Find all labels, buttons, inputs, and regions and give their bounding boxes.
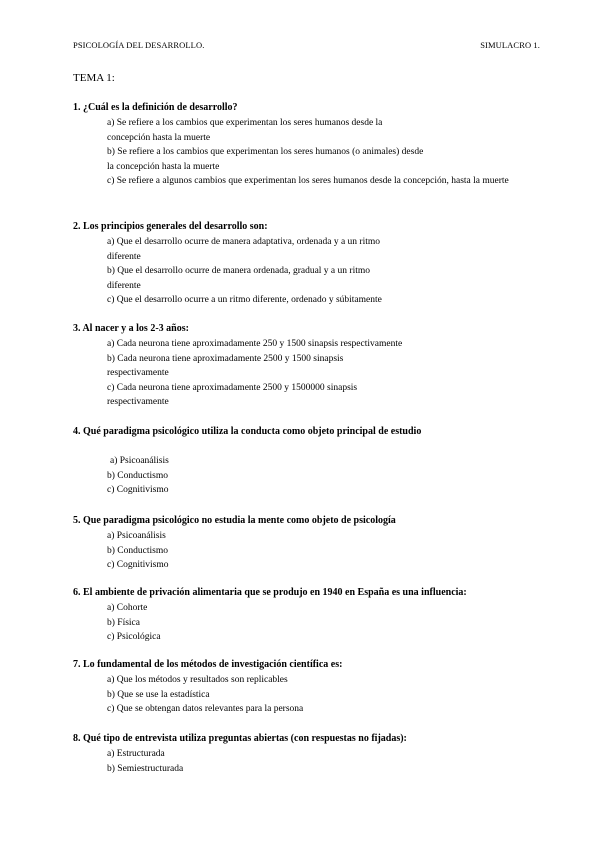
question-title: 5. Que paradigma psicológico no estudia la mente como objeto de psicología [73,515,396,526]
question-title: 1. ¿Cuál es la definición de desarrollo? [73,102,238,113]
option-c: c) Que el desarrollo ocurre a un ritmo diferente, ordenado y súbitamente [107,295,382,306]
option-b: b) Que el desarrollo ocurre de manera ordenada, gradual y a un ritmo diferente [107,266,370,291]
question-7 [73,658,533,717]
option-c: c) Se refiere a algunos cambios que experimentan los seres humanos desde la concepción, hasta la muerte [107,176,509,187]
option-a: a) Que los métodos y resultados son replicables [107,675,288,685]
option-c: c) Que se obtengan datos relevantes para la persona [107,704,304,715]
question-5 [73,514,533,573]
option-a: a) Psicoanálisis [107,531,166,541]
option-c: c) Cada neurona tiene aproximadamente 2500 y 1500000 sinapsis respectivamente [107,382,358,408]
header-subject: PSICOLOGÍA DEL DESARROLLO. [73,40,205,50]
question-4 [73,425,533,498]
option-b: b) Semiestructurada [107,763,184,774]
question-2 [73,220,533,308]
option-c: c) Cognitivismo [107,485,169,496]
option-a: a) Estructurada [107,749,165,759]
option-a: a) Cada neurona tiene aproximadamente 250 y 1500 sinapsis respectivamente [107,339,403,349]
question-8 [73,732,533,776]
question-title: 3. Al nacer y a los 2-3 años: [73,323,189,334]
question-3 [73,322,533,410]
question-title: 8. Qué tipo de entrevista utiliza preguntas abiertas (con respuestas no fijadas): [73,733,407,744]
question-title: 2. Los principios generales del desarrollo son: [73,221,268,232]
question-1 [73,101,533,189]
option-a: a) Se refiere a los cambios que experimentan los seres humanos desde la concepción hasta la muerte [107,118,383,143]
option-c: c) Psicológica [107,632,161,643]
option-b: b) Conductismo [107,545,168,556]
header-simulacro: SIMULACRO 1. [480,40,540,50]
question-title: 6. El ambiente de privación alimentaria que se produjo en 1940 en España es una influencia: [73,587,467,598]
option-a: a) Cohorte [107,603,148,613]
question-title: 7. Lo fundamental de los métodos de investigación científica es: [73,659,343,670]
option-b: b) Se refiere a los cambios que experimentan los seres humanos (o animales) desde la concepción hasta la muerte [107,147,424,172]
tema-heading: TEMA 1: [73,72,115,84]
option-b: b) Que se use la estadística [107,689,210,700]
option-b: b) Conductismo [107,470,168,481]
option-b: b) Cada neurona tiene aproximadamente 2500 y 1500 sinapsis respectivamente [107,353,344,379]
option-b: b) Física [107,617,140,628]
option-c: c) Cognitivismo [107,560,169,571]
option-a: a) Que el desarrollo ocurre de manera adaptativa, ordenada y a un ritmo diferente [107,237,380,262]
question-title: 4. Qué paradigma psicológico utiliza la conducta como objeto principal de estudio [73,426,422,437]
question-6 [73,586,533,645]
option-a: a) Psicoanálisis [110,456,169,466]
